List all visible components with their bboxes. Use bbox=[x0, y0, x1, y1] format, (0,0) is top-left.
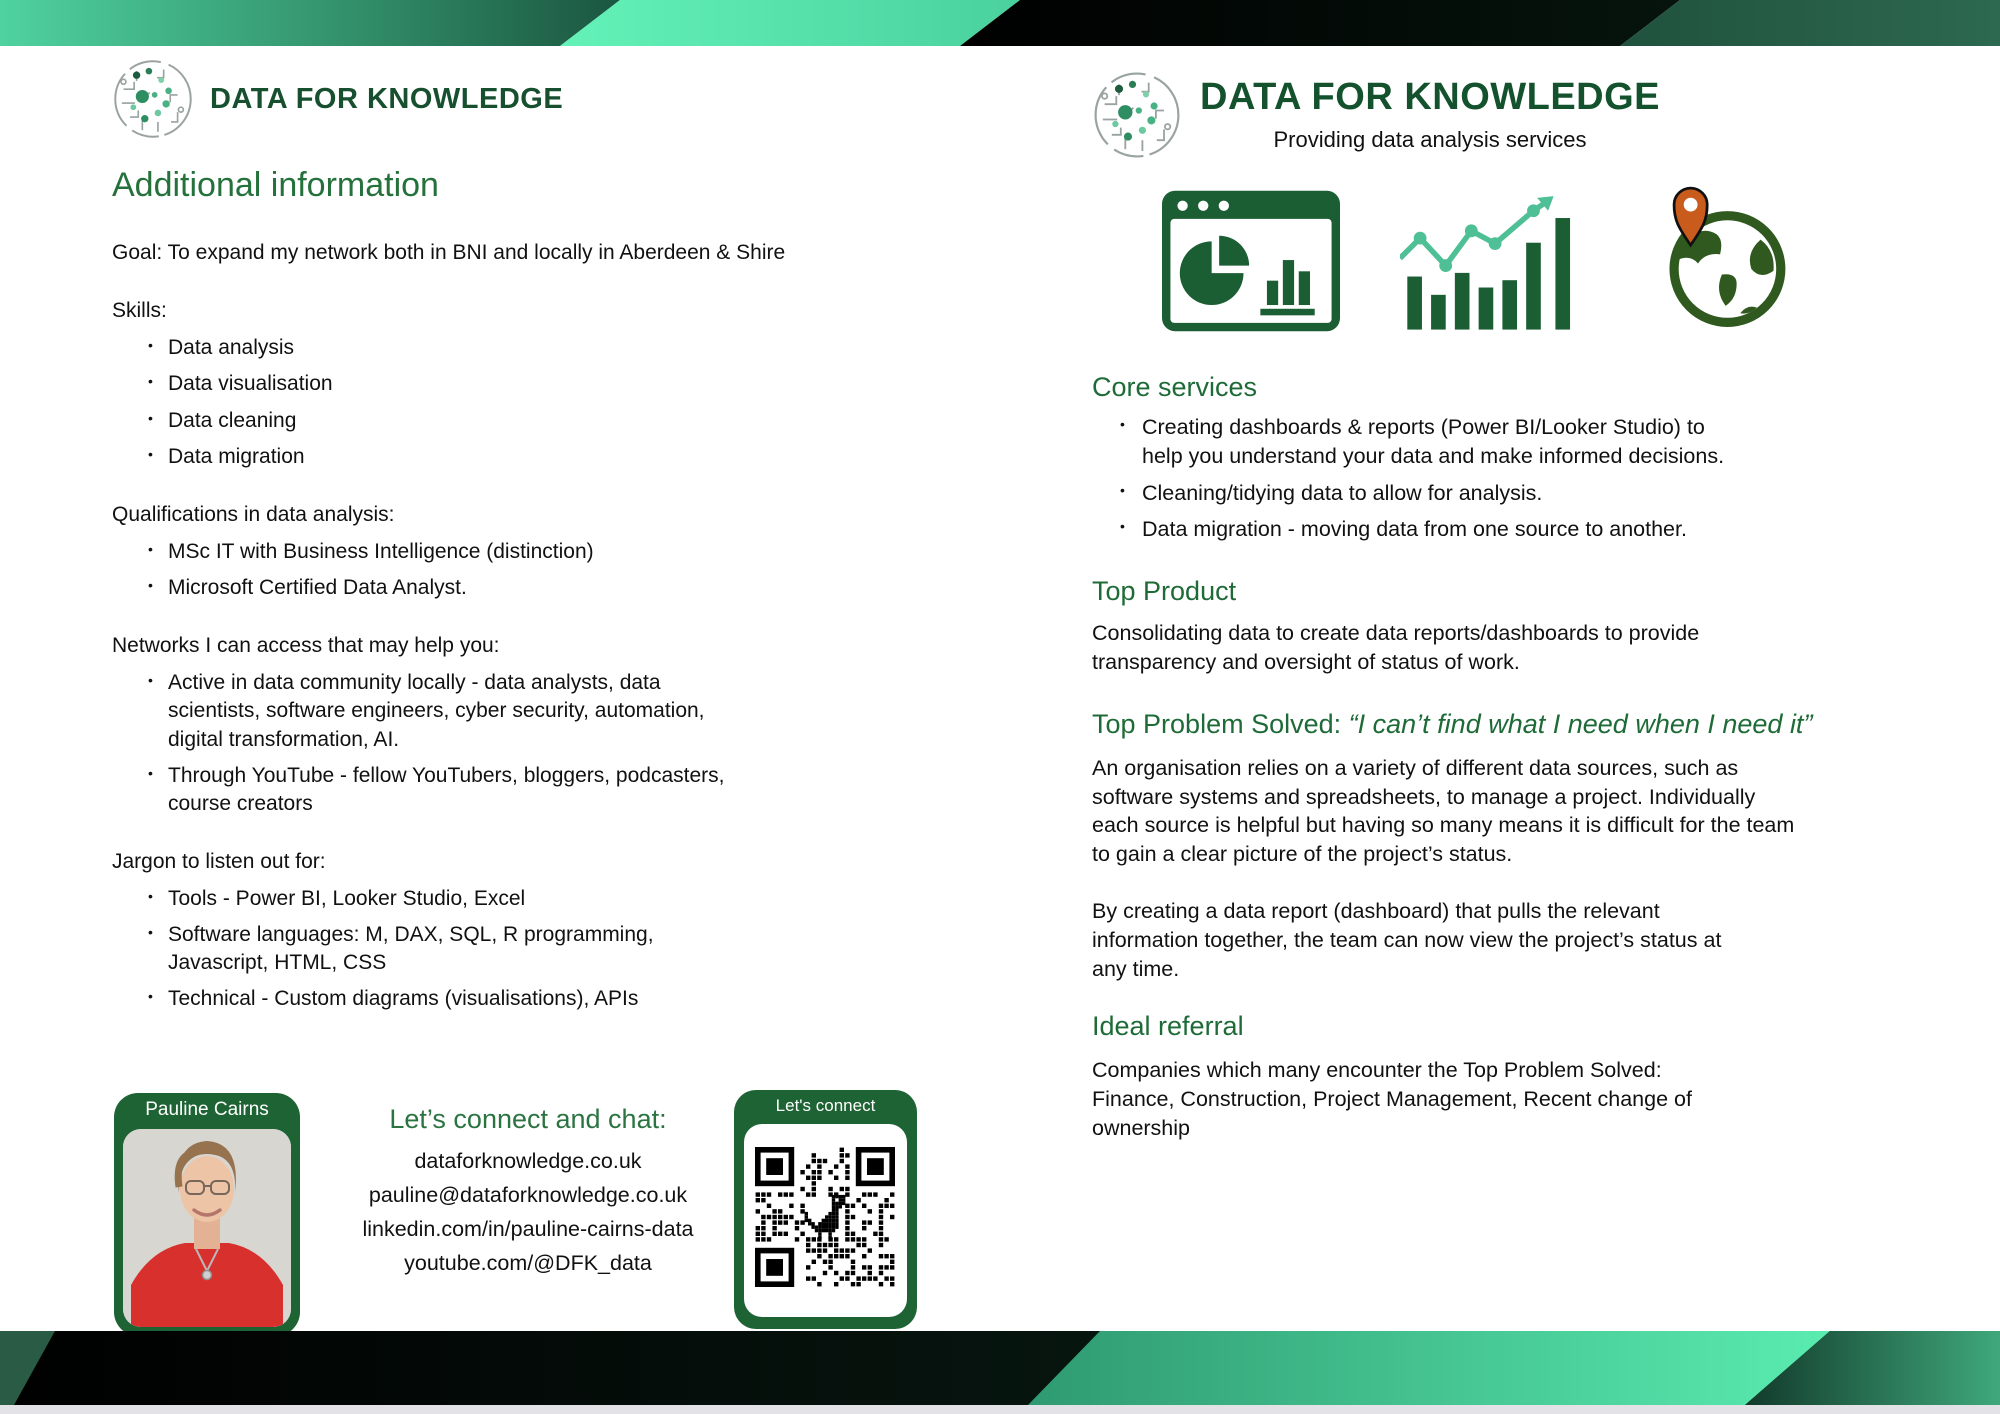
qr-label: Let's connect bbox=[775, 1096, 876, 1115]
linkedin-link[interactable]: linkedin.com/in/pauline-cairns-data bbox=[362, 1216, 694, 1241]
connect-heading: Let’s connect and chat: bbox=[389, 1104, 667, 1134]
list-item: • Cleaning/tidying data to allow for analysis. bbox=[1118, 479, 1746, 508]
skills-list bbox=[112, 334, 957, 471]
list-item: • Data cleaning bbox=[146, 407, 750, 435]
top-problem-paragraph: An organisation relies on a variety of different data sources, such as software systems and spreadsheets, to manage a project. Individually each source is helpful but having so many means it is difficult for the team to gain a clear picture of the project’s status. bbox=[1092, 755, 1795, 867]
jargon-heading: Jargon to listen out for: bbox=[112, 849, 326, 873]
profile-photo-card bbox=[114, 1093, 300, 1336]
brand-logo-icon bbox=[112, 58, 194, 140]
right-page bbox=[1092, 62, 1972, 1143]
skills-heading: Skills: bbox=[112, 299, 167, 323]
dashboard-icon bbox=[1162, 190, 1340, 332]
brand-name: DATA FOR KNOWLEDGE bbox=[210, 82, 564, 115]
right-brand-header bbox=[1092, 62, 1972, 160]
left-brand-header bbox=[112, 58, 957, 140]
ideal-referral-text: Companies which many encounter the Top Problem Solved: Finance, Construction, Project Management, Recent change of ownership bbox=[1092, 1058, 1692, 1140]
core-services-heading: Core services bbox=[1092, 372, 1258, 402]
list-item: • Microsoft Certified Data Analyst. bbox=[146, 574, 750, 602]
left-page bbox=[112, 58, 957, 1275]
page-title: Additional information bbox=[112, 166, 439, 204]
qr-card bbox=[734, 1090, 917, 1329]
bottom-decorative-band bbox=[0, 1331, 2000, 1405]
ideal-referral-heading: Ideal referral bbox=[1092, 1011, 1244, 1042]
goal-text: Goal: To expand my network both in BNI and locally in Aberdeen & Shire bbox=[112, 241, 786, 264]
brand-name: DATA FOR KNOWLEDGE bbox=[1200, 76, 1661, 118]
profile-name: Pauline Cairns bbox=[145, 1099, 269, 1120]
list-item: • Data visualisation bbox=[146, 370, 750, 398]
profile-photo bbox=[123, 1129, 291, 1327]
qr-code bbox=[744, 1124, 907, 1317]
youtube-link[interactable]: youtube.com/@DFK_data bbox=[404, 1250, 652, 1275]
qualifications-list bbox=[112, 538, 957, 602]
brand-tagline: Providing data analysis services bbox=[1273, 127, 1587, 152]
top-problem-label: Top Problem Solved: bbox=[1092, 708, 1342, 739]
top-product-text: Consolidating data to create data reports/dashboards to provide transparency and oversight of status of work. bbox=[1092, 621, 1700, 674]
bottom-gray-strip bbox=[0, 1405, 2000, 1414]
list-item: • Data analysis bbox=[146, 334, 750, 362]
globe-pin-icon bbox=[1652, 184, 1790, 332]
website-link[interactable]: dataforknowledge.co.uk bbox=[414, 1149, 642, 1173]
networks-list bbox=[112, 669, 957, 818]
list-item: • Tools - Power BI, Looker Studio, Excel bbox=[146, 885, 750, 913]
list-item: • Technical - Custom diagrams (visualisations), APIs bbox=[146, 985, 750, 1013]
list-item: • Through YouTube - fellow YouTubers, bloggers, podcasters, course creators bbox=[146, 762, 750, 818]
list-item: • Data migration - moving data from one source to another. bbox=[1118, 515, 1746, 544]
networks-heading: Networks I can access that may help you: bbox=[112, 634, 500, 658]
jargon-list bbox=[112, 885, 957, 1014]
portrait-illustration bbox=[123, 1129, 291, 1327]
qr-pattern bbox=[755, 1137, 896, 1305]
brand-logo-icon bbox=[1092, 70, 1182, 160]
core-services-list bbox=[1092, 413, 1972, 544]
top-decorative-band bbox=[0, 0, 2000, 46]
connect-block bbox=[310, 1104, 746, 1281]
email-link[interactable]: pauline@dataforknowledge.co.uk bbox=[368, 1182, 688, 1207]
top-problem-heading bbox=[1092, 709, 1972, 740]
top-problem-quote: “I can’t find what I need when I need it” bbox=[1348, 708, 1813, 739]
top-product-heading: Top Product bbox=[1092, 576, 1237, 607]
qualifications-heading: Qualifications in data analysis: bbox=[112, 502, 395, 526]
list-item: • MSc IT with Business Intelligence (distinction) bbox=[146, 538, 750, 566]
growth-chart-icon bbox=[1400, 190, 1592, 332]
list-item: • Software languages: M, DAX, SQL, R programming, Javascript, HTML, CSS bbox=[146, 921, 750, 977]
top-problem-paragraph: By creating a data report (dashboard) that pulls the relevant information together, the team can now view the project’s status at any time. bbox=[1092, 898, 1722, 981]
list-item: • Active in data community locally - data analysts, data scientists, software engineers, cyber security, automation, digital transformation, AI. bbox=[146, 669, 750, 753]
service-icons-row bbox=[1092, 182, 1972, 332]
list-item: • Creating dashboards & reports (Power BI/Looker Studio) to help you understand your data and make informed decisions. bbox=[1118, 413, 1746, 471]
list-item: • Data migration bbox=[146, 443, 750, 471]
